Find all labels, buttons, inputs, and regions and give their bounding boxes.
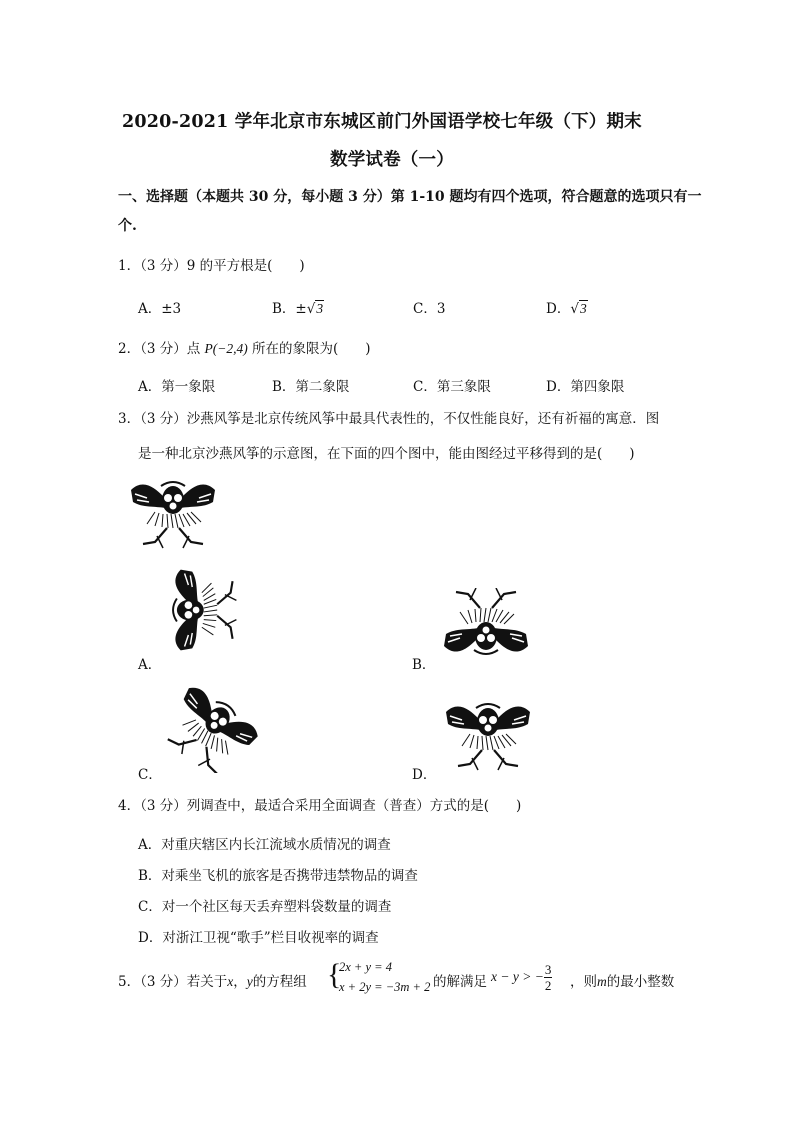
q3-option-d-label: D． — [412, 767, 437, 783]
q5-comma: ， — [233, 974, 247, 990]
q2-stem-pre: 2．（3 分）点 — [118, 341, 205, 357]
q5-var-m: m — [597, 974, 607, 989]
title-line-1: 2020-2021 学年北京市东城区前门外国语学校七年级（下）期末 — [122, 112, 642, 132]
q5-then: ，则 — [570, 974, 597, 990]
q5-pre: 5．（3 分）若关于 — [118, 974, 228, 990]
q2-option-a: A．第一象限 — [138, 379, 216, 395]
fraction — [544, 962, 553, 993]
sqrt-symbol: √3 — [570, 301, 587, 317]
section-header-line-2: 个. — [118, 218, 137, 234]
q5-inequality — [491, 962, 552, 993]
radicand: 3 — [579, 301, 587, 316]
fraction-numerator: 3 — [544, 962, 552, 977]
q5-var-x: x — [227, 974, 234, 989]
q5-post — [570, 970, 674, 990]
q1-option-a: A．±3 — [138, 301, 182, 317]
q5-mid: 的方程组 — [252, 974, 307, 990]
fraction-denominator: 2 — [544, 978, 552, 993]
q1-option-d — [546, 297, 588, 317]
q2-option-d: D．第四象限 — [546, 379, 625, 395]
q2-point: P(−2,4) — [204, 341, 248, 356]
q3-option-a-label: A． — [138, 657, 162, 673]
system-brace: { — [327, 958, 342, 991]
q5-satisfies: 的解满足 — [433, 974, 487, 990]
question-5-pre — [118, 970, 307, 990]
reference-kite-image — [125, 472, 221, 552]
question-3-line-2: 是一种北京沙燕风筝的示意图，在下面的四个图中，能由图经过平移得到的是( ) — [138, 446, 635, 462]
q5-end: 的最小整数 — [606, 974, 675, 990]
radicand: 3 — [316, 301, 324, 316]
q2-option-b: B．第二象限 — [272, 379, 350, 395]
question-3-line-1: 3．（3 分）沙燕风筝是北京传统风筝中最具代表性的，不仅性能良好，还有祈福的寓意．图 — [118, 411, 660, 427]
q2-option-c: C．第三象限 — [413, 379, 491, 395]
q4-option-d: D．对浙江卫视“歌手”栏目收视率的调查 — [138, 930, 379, 946]
q1-option-d-label: D． — [546, 301, 571, 317]
q3-option-b-label: B． — [412, 657, 436, 673]
sqrt-symbol: √3 — [306, 301, 324, 317]
q5-equation-1: 2x + y = 4 — [339, 960, 392, 974]
q3-option-c-label: C． — [138, 767, 162, 783]
q1-option-b-label: B．± — [272, 301, 307, 317]
q5-var-y: y — [246, 974, 253, 989]
question-2-stem — [118, 337, 371, 357]
option-b-kite-image — [438, 588, 534, 672]
question-4-stem: 4．（3 分）列调查中，最适合采用全面调查（普查）方式的是( ) — [118, 798, 522, 814]
q1-option-b — [272, 297, 324, 317]
option-c-kite-image — [165, 683, 261, 773]
option-d-kite-image — [440, 694, 536, 774]
q5-equation-2: x + 2y = −3m + 2 — [339, 980, 431, 994]
question-1-stem: 1．（3 分）9 的平方根是( ) — [118, 258, 305, 274]
q2-stem-post: 所在的象限为( ) — [247, 341, 371, 357]
q4-option-a: A．对重庆辖区内长江流域水质情况的调查 — [138, 837, 391, 853]
q4-option-c: C．对一个社区每天丢弃塑料袋数量的调查 — [138, 899, 392, 915]
q1-option-c: C．3 — [413, 301, 446, 317]
title-line-2: 数学试卷（一） — [330, 150, 454, 170]
section-header-line-1: 一、选择题（本题共 30 分，每小题 3 分）第 1-10 题均有四个选项，符合题意的选项只有一 — [118, 189, 702, 205]
q5-ineq-text: x − y > − — [491, 969, 544, 984]
option-a-kite-image — [150, 560, 246, 660]
q4-option-b: B．对乘坐飞机的旅客是否携带违禁物品的调查 — [138, 868, 418, 884]
